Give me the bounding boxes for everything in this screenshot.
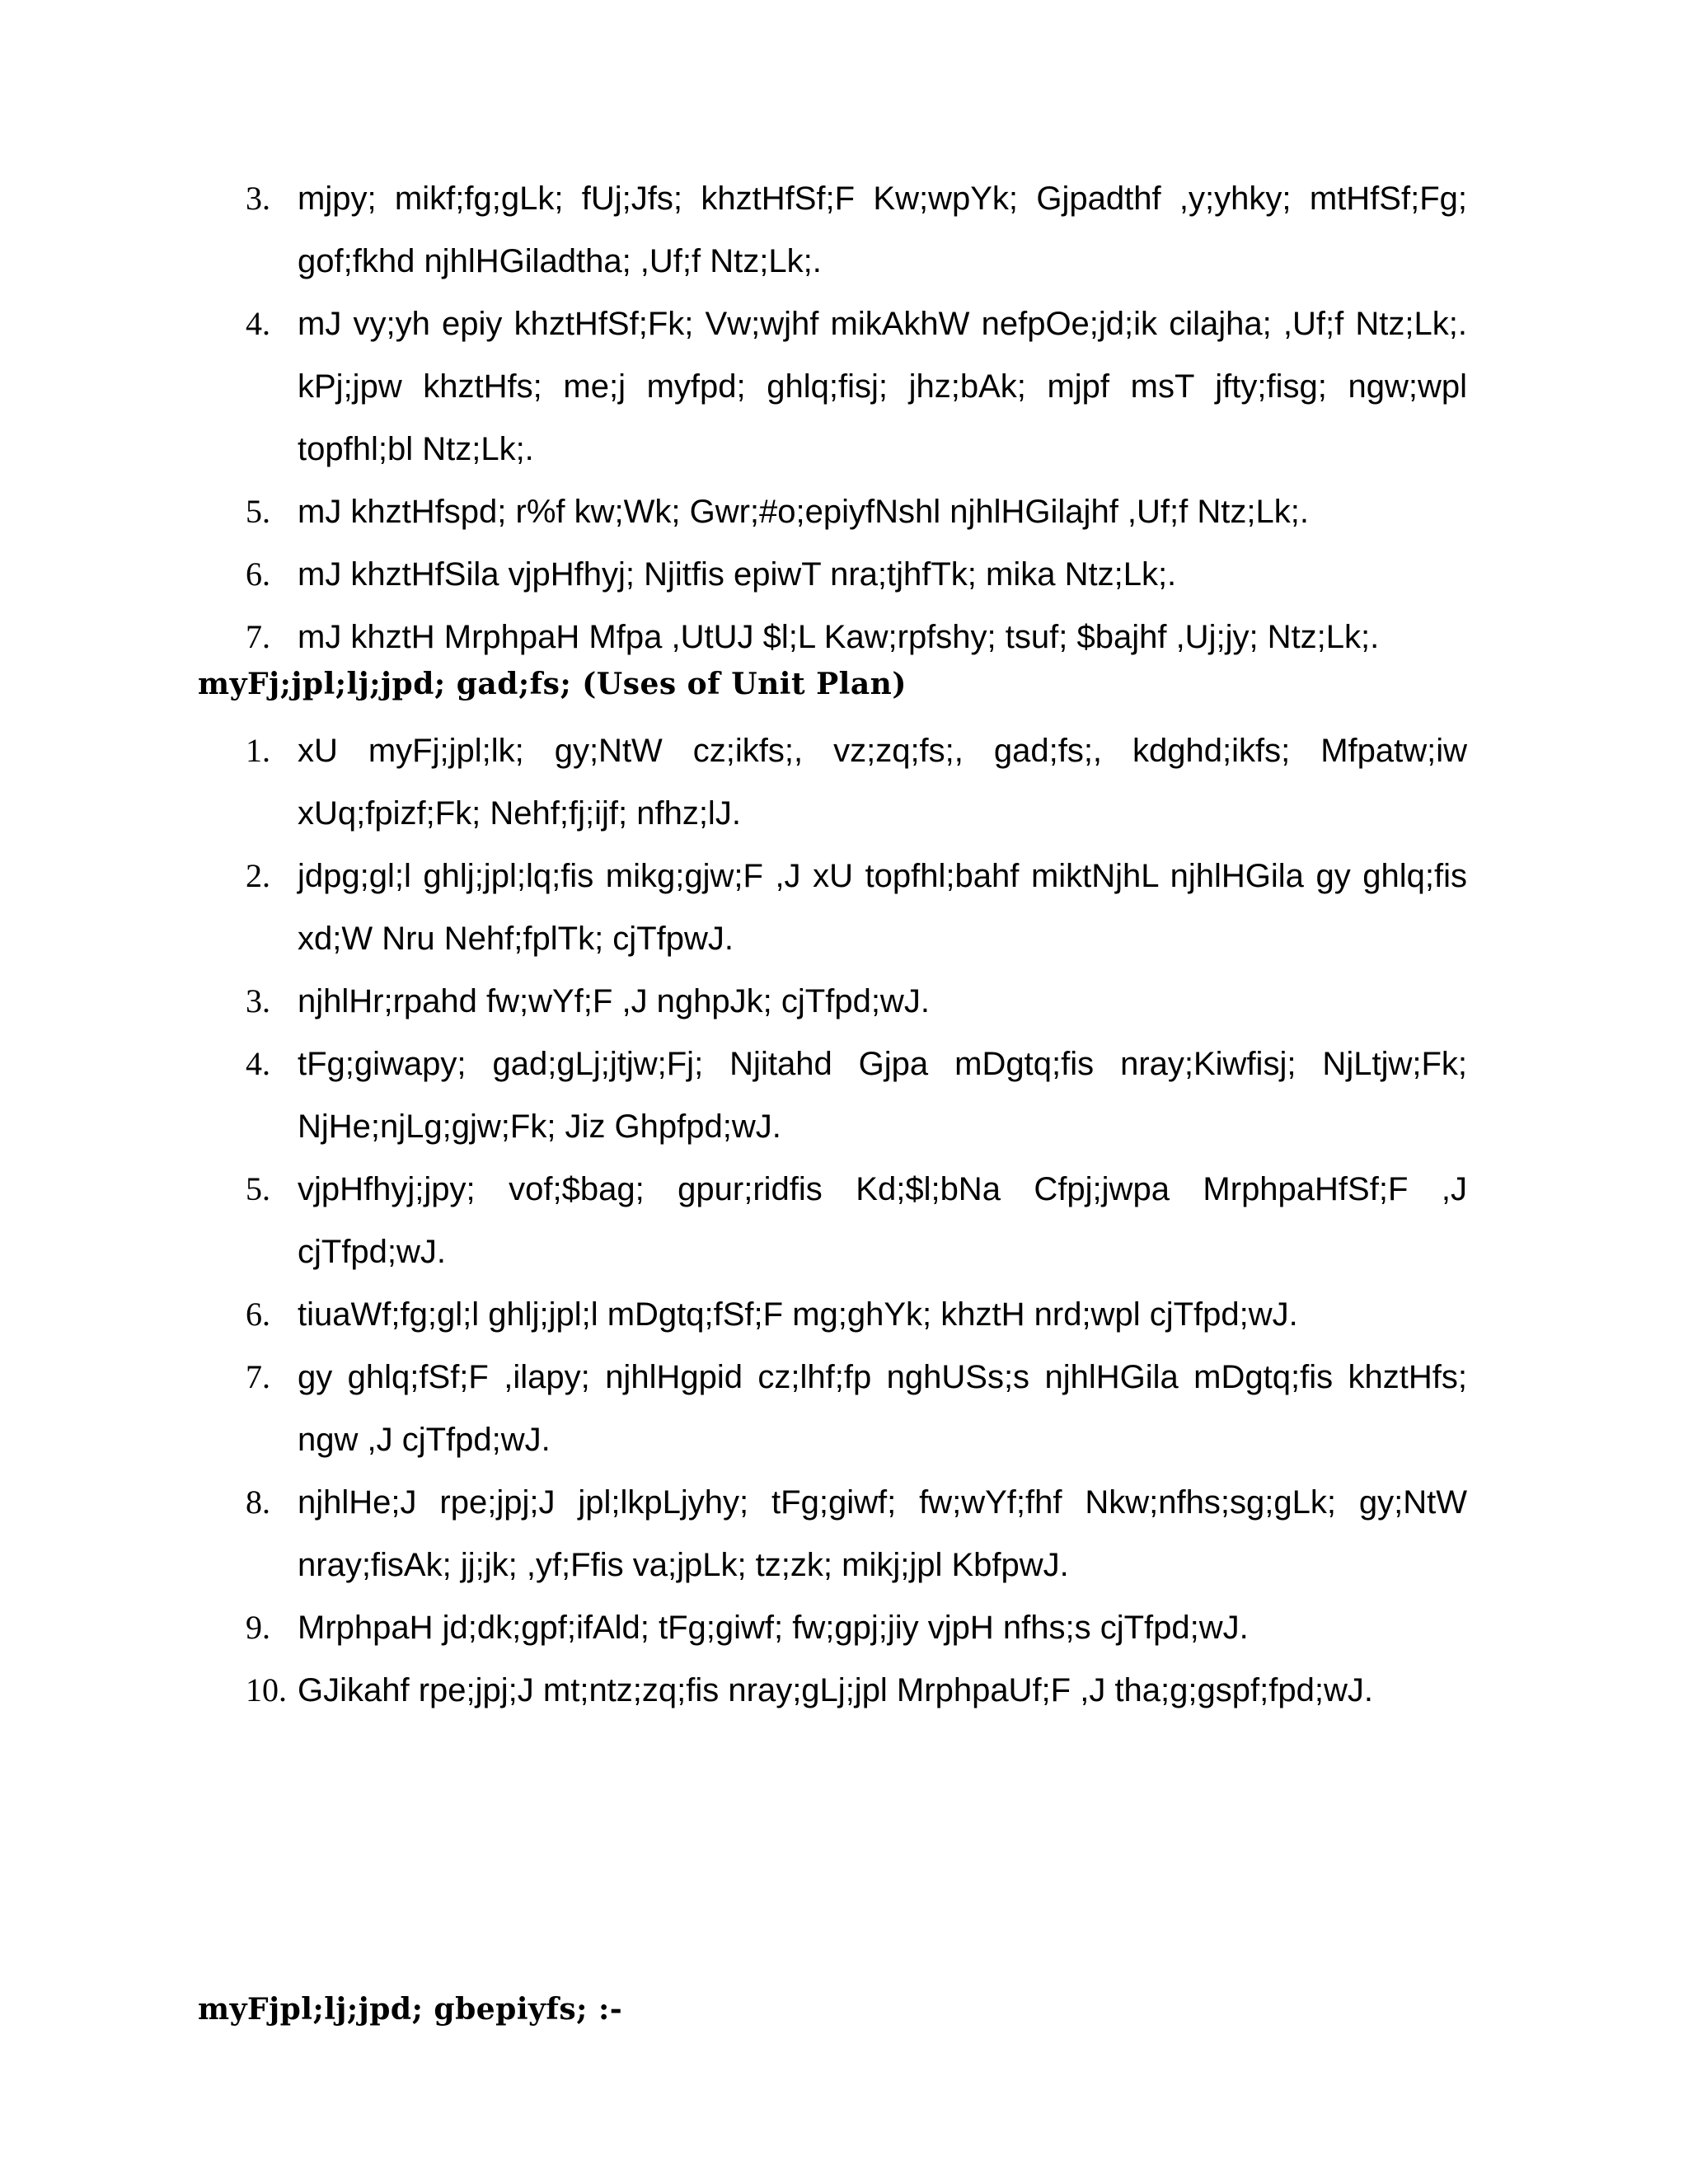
list-item-number: 2. [246,857,270,894]
list-item-number: 6. [246,555,270,593]
list-item [246,1283,1467,1346]
list-item-number: 5. [246,1170,270,1207]
numbered-list-continued [246,167,1467,668]
list-item-text: njhlHe;J rpe;jpj;J jpl;lkpLjyhy; tFg;giwf; fw;wYf;fhf Nkw;nfhs;sg;gLk; gy;NtW nray;fisAk; jj;jk; ,yf;Ffis va;jpLk; tz;zk; mikj;jpl KbfpwJ. [298,1484,1467,1583]
list-item-number: 6. [246,1296,270,1333]
list-item [246,1158,1467,1283]
list-item-text: tiuaWf;fg;gl;l ghlj;jpl;l mDgtq;fSf;F mg;ghYk; khztH nrd;wpl cjTfpd;wJ. [298,1296,1298,1333]
list-item-number: 3. [246,180,270,217]
list-item-number: 5. [246,493,270,530]
list-item [246,1596,1467,1659]
list-item [246,1659,1467,1722]
list-item-number: 4. [246,1045,270,1082]
list-item [246,1471,1467,1596]
list-item [246,167,1467,293]
list-item-text: GJikahf rpe;jpj;J mt;ntz;zq;fis nray;gLj;jpl MrphpaUf;F ,J tha;g;gspf;fpd;wJ. [298,1672,1373,1708]
list-item-text: njhlHr;rpahd fw;wYf;F ,J nghpJk; cjTfpd;wJ. [298,983,930,1019]
list-item-text: gy ghlq;fSf;F ,ilapy; njhlHgpid cz;lhf;fp nghUSs;s njhlHGila mDgtq;fis khztHfs; ngw ,J cjTfpd;wJ. [298,1359,1467,1458]
list-item-text: tFg;giwapy; gad;gLj;jtjw;Fj; Njitahd Gjpa mDgtq;fis nray;Kiwfisj; NjLtjw;Fk; NjHe;njLg;gjw;Fk; Jiz Ghpfpd;wJ. [298,1046,1467,1145]
list-item-text: mjpy; mikf;fg;gLk; fUj;Jfs; khztHfSf;F Kw;wpYk; Gjpadthf ,y;yhky; mtHfSf;Fg; gof;fkhd njhlHGiladtha; ,Uf;f Ntz;Lk;. [298,180,1467,279]
list-item [246,845,1467,970]
list-item-number: 8. [246,1483,270,1521]
list-item [246,480,1467,543]
list-item [246,719,1467,845]
list-item-number: 7. [246,1358,270,1395]
list-item [246,293,1467,480]
list-item [246,1033,1467,1158]
list-item-text: mJ khztHfspd; r%f kw;Wk; Gwr;#o;epiyfNshl njhlHGilajhf ,Uf;f Ntz;Lk;. [298,494,1309,530]
section-heading-steps: myFjpl;lj;jpd; gbepiyfs; :- [198,1992,623,2027]
list-item-text: mJ khztHfSila vjpHfhyj; Njitfis epiwT nra;tjhfTk; mika Ntz;Lk;. [298,556,1177,593]
list-item-text: vjpHfhyj;jpy; vof;$bag; gpur;ridfis Kd;$l;bNa Cfpj;jwpa MrphpaHfSf;F ,J cjTfpd;wJ. [298,1171,1467,1270]
list-item-text: MrphpaH jd;dk;gpf;ifAld; tFg;giwf; fw;gpj;jiy vjpH nfhs;s cjTfpd;wJ. [298,1610,1249,1646]
list-item-text: xU myFj;jpl;lk; gy;NtW cz;ikfs;, vz;zq;fs;, gad;fs;, kdghd;ikfs; Mfpatw;iw xUq;fpizf;Fk; Nehf;fj;ijf; nfhz;lJ. [298,733,1467,832]
list-item-number: 1. [246,732,270,769]
list-item-text: mJ vy;yh epiy khztHfSf;Fk; Vw;wjhf mikAkhW nefpOe;jd;ik cilajha; ,Uf;f Ntz;Lk;. kPj;jpw khztHfs; me;j myfpd; ghlq;fisj; jhz;bAk; mjpf msT jfty;fisg; ngw;wpl topfhl;bl Ntz;Lk;. [298,306,1467,467]
list-item [246,1346,1467,1471]
list-item-number: 10. [246,1671,287,1708]
list-item-number: 7. [246,618,270,655]
list-item [246,606,1467,668]
list-item [246,970,1467,1033]
list-item-number: 3. [246,982,270,1019]
section-heading-uses-of-unit-plan: myFj;jpl;lj;jpd; gad;fs; (Uses of Unit Plan) [198,667,907,701]
list-item-text: mJ khztH MrphpaH Mfpa ,UtUJ $l;L Kaw;rpfshy; tsuf; $bajhf ,Uj;jy; Ntz;Lk;. [298,619,1380,655]
list-item-number: 9. [246,1609,270,1646]
list-item-number: 4. [246,305,270,342]
list-item [246,543,1467,606]
numbered-list-uses [246,719,1467,1722]
list-item-text: jdpg;gl;l ghlj;jpl;lq;fis mikg;gjw;F ,J xU topfhl;bahf miktNjhL njhlHGila gy ghlq;fis xd;W Nru Nehf;fplTk; cjTfpwJ. [298,858,1467,957]
